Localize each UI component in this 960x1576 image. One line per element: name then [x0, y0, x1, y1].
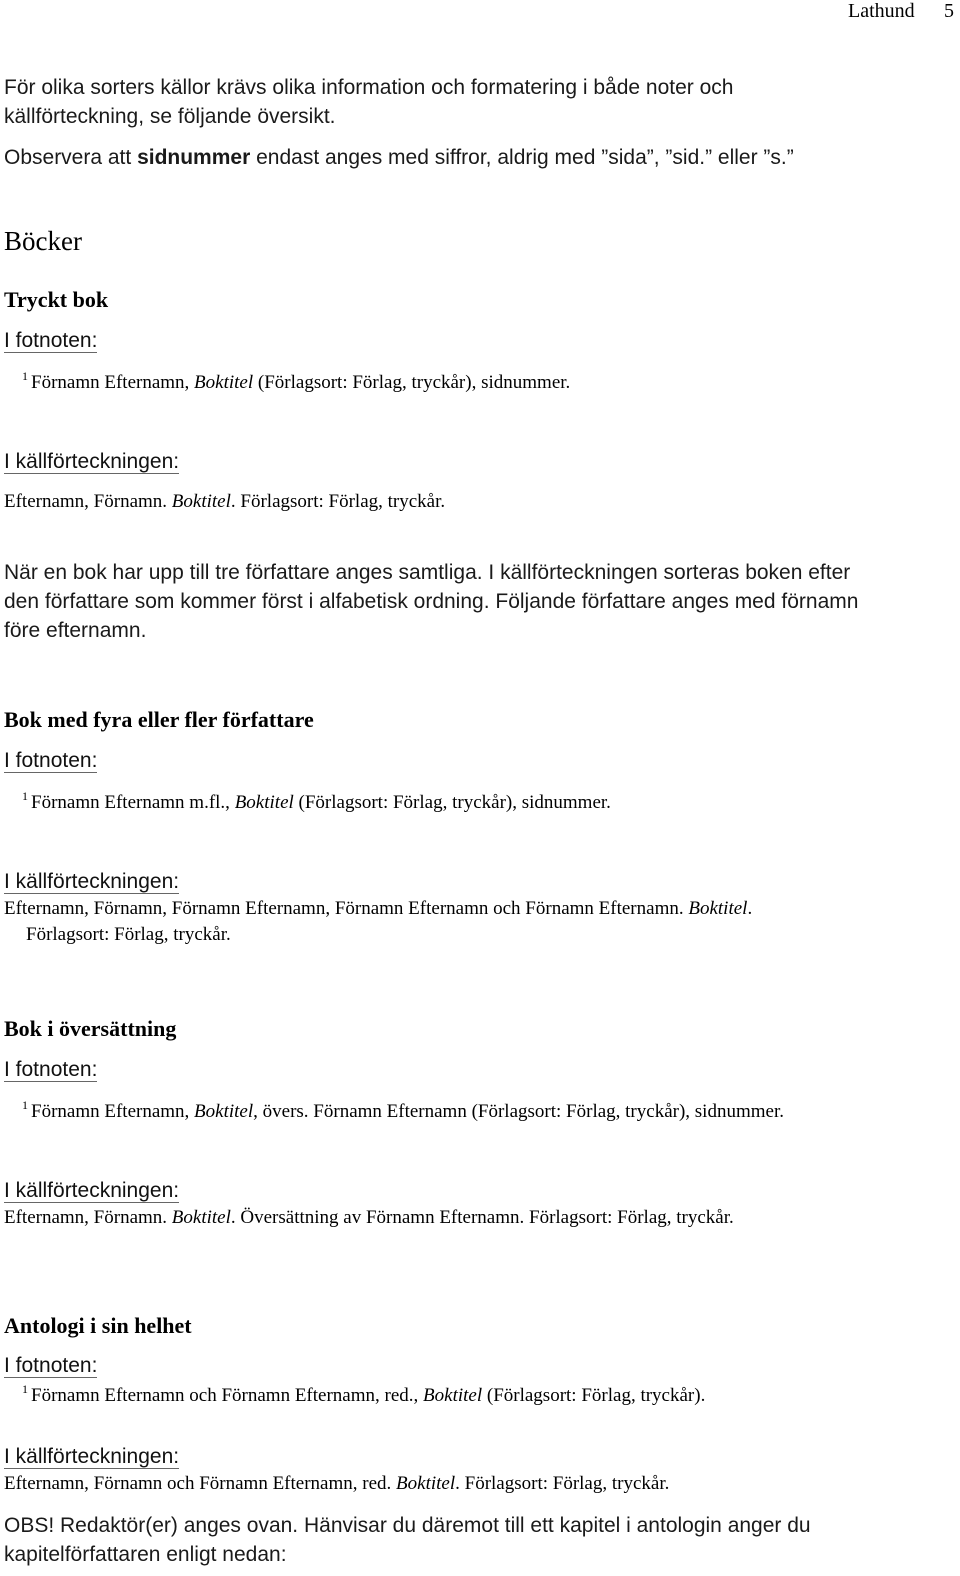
- reference-example: Efternamn, Förnamn. Boktitel. Förlagsort: Förlag, tryckår.: [4, 491, 446, 512]
- intro-observation: [4, 143, 794, 172]
- obs-bold-sidnummer: sidnummer: [137, 146, 251, 169]
- reference-example: Efternamn, Förnamn. Boktitel. Översättning av Förnamn Efternamn. Förlagsort: Förlag, tryckår.: [4, 1207, 734, 1228]
- footnote-example: $^1$ Förnamn Efternamn m.fl., Boktitel (Förlagsort: Förlag, tryckår), sidnummer.: [22, 789, 611, 813]
- intro-line-1: För olika sorters källor krävs olika information och formatering i både noter och: [4, 76, 734, 99]
- footnote-number: 1: [22, 1098, 28, 1112]
- label-kallforteckningen: I källförteckningen:: [4, 1179, 180, 1202]
- footnote-example: $^1$ Förnamn Efternamn, Boktitel, övers. Förnamn Efternamn (Förlagsort: Förlag, tryckår), sidnummer.: [22, 1098, 784, 1122]
- page-number: 5: [944, 0, 954, 22]
- heading-tryckt-bok: Tryckt bok: [4, 287, 109, 312]
- note-line-3: före efternamn.: [4, 619, 147, 642]
- label-kallforteckningen: I källförteckningen:: [4, 870, 180, 893]
- note-line-1: När en bok har upp till tre författare anges samtliga. I källförteckningen sorteras boken efter: [4, 561, 851, 584]
- note-line-2: den författare som kommer först i alfabetisk ordning. Följande författare anges med förnamn: [4, 590, 859, 613]
- footnote-number: 1: [22, 1382, 28, 1396]
- footnote-example: $^1$ Förnamn Efternamn, Boktitel (Förlagsort: Förlag, tryckår), sidnummer.: [22, 369, 571, 393]
- footnote-number: 1: [22, 369, 28, 383]
- intro-line-2: källförteckning, se följande översikt.: [4, 105, 336, 128]
- reference-example: Efternamn, Förnamn, Förnamn Efternamn, Förnamn Efternamn och Förnamn Efternamn. Boktitel.: [4, 898, 753, 919]
- label-fotnoten: I fotnoten:: [4, 1058, 98, 1081]
- obs-prefix: Observera att: [4, 146, 138, 169]
- label-kallforteckningen: I källförteckningen:: [4, 450, 180, 473]
- heading-oversattning: Bok i översättning: [4, 1016, 177, 1041]
- footnote-number: 1: [22, 789, 28, 803]
- reference-example: Efternamn, Förnamn och Förnamn Efternamn, red. Boktitel. Förlagsort: Förlag, tryckår.: [4, 1473, 670, 1494]
- reference-example-line-2: Förlagsort: Förlag, tryckår.: [26, 924, 231, 945]
- heading-antologi: Antologi i sin helhet: [4, 1313, 192, 1338]
- obs-line-2: kapitelförfattaren enligt nedan:: [4, 1543, 287, 1566]
- label-kallforteckningen: I källförteckningen:: [4, 1445, 180, 1468]
- heading-fyra-forfattare: Bok med fyra eller fler författare: [4, 707, 314, 732]
- obs-suffix: endast anges med siffror, aldrig med ”sida”, ”sid.” eller ”s.”: [250, 146, 794, 169]
- running-header-title: Lathund: [848, 0, 915, 22]
- obs-line-1: OBS! Redaktör(er) anges ovan. Hänvisar du däremot till ett kapitel i antologin anger du: [4, 1514, 811, 1537]
- label-fotnoten: I fotnoten:: [4, 329, 98, 352]
- footnote-example: $^1$ Förnamn Efternamn och Förnamn Efternamn, red., Boktitel (Förlagsort: Förlag, tryckår).: [22, 1382, 706, 1406]
- section-title-bocker: Böcker: [4, 226, 82, 256]
- label-fotnoten: I fotnoten:: [4, 749, 98, 772]
- label-fotnoten: I fotnoten:: [4, 1354, 98, 1377]
